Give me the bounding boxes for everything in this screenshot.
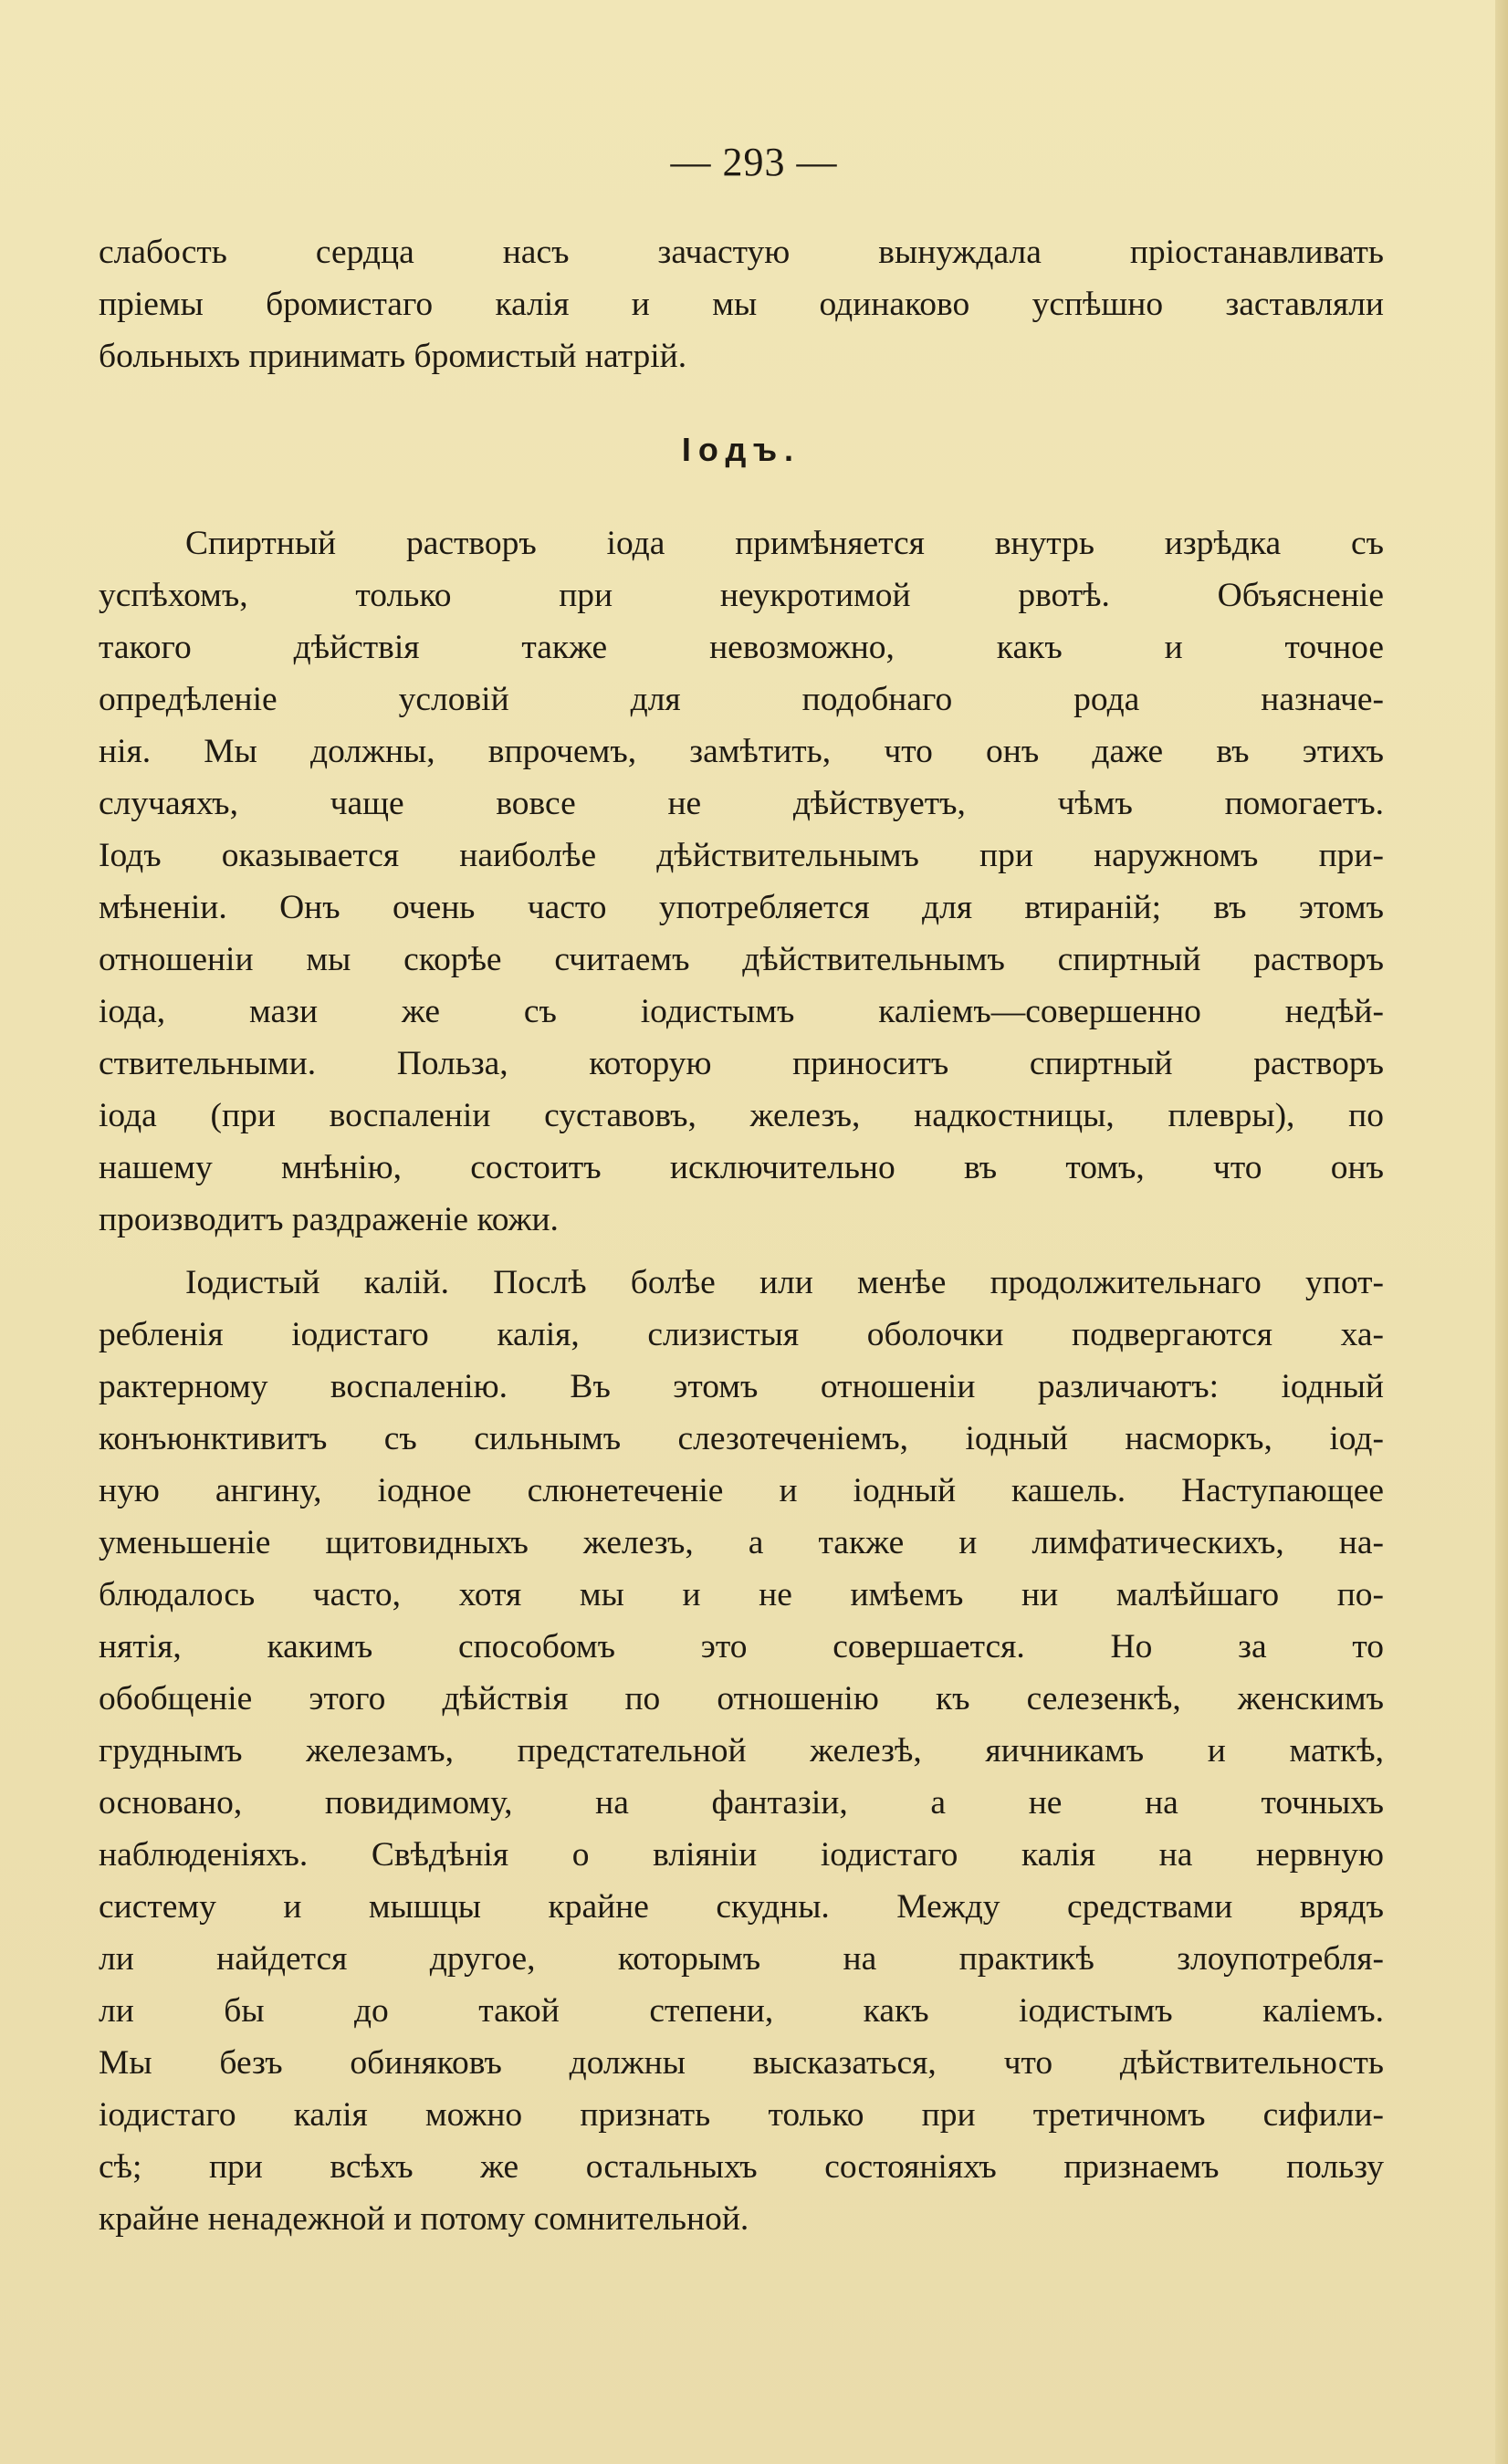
page-number: — 293 — — [670, 140, 838, 184]
text-line: рактерному воспаленію. Въ этомъ отношеніи различаютъ: іодный — [99, 1368, 1384, 1405]
text-line: опредѣленіе условій для подобнаго рода назначе- — [99, 681, 1384, 718]
section-heading: Іодъ. — [681, 431, 801, 468]
text-line: нятія, какимъ способомъ это совершается. Но за то — [99, 1628, 1384, 1665]
text-line: ли найдется другое, которымъ на практикѣ злоупотребля- — [99, 1940, 1384, 1978]
text-line: ную ангину, іодное слюнетеченіе и іодный кашель. Наступающее — [99, 1472, 1384, 1509]
text-line: больныхъ принимать бромистый натрій. — [99, 338, 687, 375]
text-line: производитъ раздраженіе кожи. — [99, 1201, 559, 1238]
text-line: систему и мышцы крайне скудны. Между средствами врядъ — [99, 1888, 1384, 1926]
text-line: пріемы бромистаго калія и мы одинаково успѣшно заставляли — [99, 286, 1384, 323]
text-line: іодистаго калія можно признать только при третичномъ сифили- — [99, 2096, 1384, 2134]
text-line: ли бы до такой степени, какъ іодистымъ каліемъ. — [99, 1992, 1384, 2030]
text-line: основано, повидимому, на фантазіи, а не на точныхъ — [99, 1784, 1384, 1822]
page-content — [99, 226, 1384, 2245]
text-line: слабость сердца насъ зачастую вынуждала пріостанавливать — [99, 234, 1384, 271]
text-line: Іодъ оказывается наиболѣе дѣйствительнымъ при наружномъ при- — [99, 837, 1384, 874]
text-line: груднымъ железамъ, предстательной железѣ, яичникамъ и маткѣ, — [99, 1732, 1384, 1770]
text-line: отношеніи мы скорѣе считаемъ дѣйствительнымъ спиртный растворъ — [99, 941, 1384, 978]
paragraph-potassium-iodide — [99, 1257, 1384, 2245]
text-line: обобщеніе этого дѣйствія по отношенію къ селезенкѣ, женскимъ — [99, 1680, 1384, 1717]
text-line: іода, мази же съ іодистымъ каліемъ—совершенно недѣй- — [99, 993, 1384, 1030]
text-line: Мы безъ обиняковъ должны высказаться, что дѣйствительность — [99, 2044, 1384, 2082]
text-line: мѣненіи. Онъ очень часто употребляется для втираній; въ этомъ — [99, 889, 1384, 926]
text-line: успѣхомъ, только при неукротимой рвотѣ. Объясненіе — [99, 577, 1384, 614]
text-line: іода (при воспаленіи суставовъ, железъ, надкостницы, плевры), по — [99, 1097, 1384, 1134]
text-line: Спиртный растворъ іода примѣняется внутрь изрѣдка съ — [185, 525, 1384, 562]
text-line: случаяхъ, чаще вовсе не дѣйствуетъ, чѣмъ помогаетъ. — [99, 785, 1384, 822]
page-edge — [1495, 0, 1508, 2464]
text-line: конъюнктивитъ съ сильнымъ слезотеченіемъ, іодный насморкъ, іод- — [99, 1420, 1384, 1457]
text-line: ребленія іодистаго калія, слизистыя оболочки подвергаются ха- — [99, 1316, 1384, 1353]
text-line: крайне ненадежной и потому сомнительной. — [99, 2200, 749, 2238]
text-line: сѣ; при всѣхъ же остальныхъ состояніяхъ признаемъ пользу — [99, 2148, 1384, 2186]
text-line: Іодистый калій. Послѣ болѣе или менѣе продолжительнаго упот- — [185, 1264, 1384, 1301]
paragraph-iodine — [99, 517, 1384, 1246]
text-line: уменьшеніе щитовидныхъ железъ, а также и лимфатическихъ, на- — [99, 1524, 1384, 1561]
paragraph-continuation — [99, 226, 1384, 382]
text-line: ствительными. Польза, которую приноситъ спиртный растворъ — [99, 1045, 1384, 1082]
text-line: такого дѣйствія также невозможно, какъ и точное — [99, 629, 1384, 666]
text-line: наблюденіяхъ. Свѣдѣнія о вліяніи іодистаго калія на нервную — [99, 1836, 1384, 1874]
paragraph-gap — [99, 1246, 1384, 1257]
text-line: нія. Мы должны, впрочемъ, замѣтить, что онъ даже въ этихъ — [99, 733, 1384, 770]
text-line: блюдалось часто, хотя мы и не имѣемъ ни малѣйшаго по- — [99, 1576, 1384, 1613]
text-line: нашему мнѣнію, состоитъ исключительно въ томъ, что онъ — [99, 1149, 1384, 1186]
